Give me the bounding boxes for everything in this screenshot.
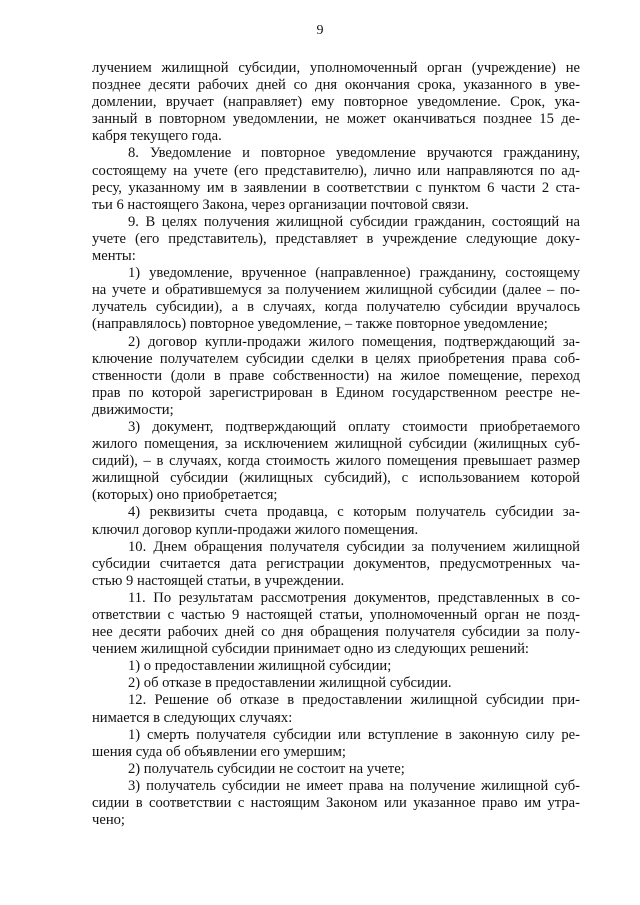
text-line: на учете и обратившемуся за получением жилищной субсидии (далее – по- [92, 282, 580, 299]
text-line: сидий), – в случаях, когда стоимость жилого помещения превышает размер [92, 453, 580, 470]
text-line: тьи 6 настоящего Закона, через организации почтовой связи. [92, 196, 469, 213]
text-line: (которых) оно приобретается; [92, 487, 278, 504]
text-line: 3) документ, подтверждающий оплату стоимости приобретаемого [128, 418, 580, 435]
text-line: 11. По результатам рассмотрения документов, представленных в со- [128, 589, 580, 606]
text-line: сидии в соответствии с настоящим Законом или указанное право им утра- [92, 795, 580, 812]
text-line: 3) получатель субсидии не имеет права на получение жилищной суб- [128, 777, 580, 794]
text-line: стью 9 настоящей статьи, в учреждении. [92, 572, 345, 589]
text-line: 1) уведомление, врученное (направленное) гражданину, состоящему [128, 265, 580, 282]
text-line: 1) смерть получателя субсидии или вступление в законную силу ре- [128, 726, 580, 743]
text-line: 1) о предоставлении жилищной субсидии; [128, 658, 392, 675]
text-line: шения суда об объявлении его умершим; [92, 743, 346, 760]
text-line: домлении, вручает (направляет) ему повторное уведомление. Срок, ука- [92, 94, 580, 111]
text-line: (направлялось) повторное уведомление, – также повторное уведомление; [92, 316, 548, 333]
text-line: 2) получатель субсидии не состоит на учете; [128, 760, 405, 777]
text-line: нимается в следующих случаях: [92, 709, 293, 726]
text-line: чением жилищной субсидии принимает одно из следующих решений: [92, 641, 529, 658]
page-number: 9 [316, 23, 324, 38]
text-line: прав по которой зарегистрирован в Едином государственном реестре не- [92, 384, 580, 401]
text-line: ответствии с частью 9 настоящей статьи, уполномоченный орган не позд- [92, 607, 580, 623]
text-line: ключил договор купли-продажи жилого помещения. [92, 521, 419, 538]
text-line: лучатель субсидии), а в случаях, когда получателю субсидии вручалось [92, 299, 580, 316]
text-line: 12. Решение об отказе в предоставлении жилищной субсидии при- [128, 692, 580, 709]
text-line: 4) реквизиты счета продавца, с которым получатель субсидии за- [128, 504, 580, 521]
text-line: 2) об отказе в предоставлении жилищной субсидии. [128, 675, 452, 692]
text-line: жилищной субсидии (жилищных субсидий), с использованием которой [92, 470, 580, 487]
text-line: менты: [92, 248, 136, 265]
text-line: нее десяти рабочих дней со дня обращения получателя субсидии за полу- [92, 624, 580, 641]
text-line: позднее десяти рабочих дней со дня окончания срока, указанного в уве- [92, 77, 580, 94]
text-line: ственности (доли в праве собственности) на жилое помещение, переход [92, 367, 580, 384]
text-line: занный в повторном уведомлении, не может оканчиваться позднее 15 де- [92, 111, 580, 128]
text-line: 8. Уведомление и повторное уведомление вручаются гражданину, [128, 145, 580, 162]
text-line: жилого помещения, за исключением жилищной субсидии (жилищных суб- [92, 436, 580, 453]
text-line: 10. Днем обращения получателя субсидии за получением жилищной [128, 538, 580, 555]
text-line: субсидии считается дата регистрации документов, предусмотренных ча- [92, 555, 580, 572]
text-line: движимости; [92, 401, 174, 418]
document-body [92, 60, 580, 829]
text-line: учете (его представитель), представляет в учреждение следующие доку- [92, 230, 580, 247]
text-line: ресу, указанному им в заявлении в соответствии с пунктом 6 части 2 ста- [92, 179, 580, 196]
text-line: 9. В целях получения жилищной субсидии гражданин, состоящий на [128, 213, 580, 230]
text-line: 2) договор купли-продажи жилого помещения, подтверждающий за- [128, 333, 580, 350]
text-line: ключение получателем субсидии сделки в целях приобретения права соб- [92, 350, 580, 367]
text-line: чено; [92, 812, 125, 829]
text-line: состоящему на учете (его представителю), лично или направляются по ад- [92, 162, 580, 179]
text-line: кабря текущего года. [92, 128, 222, 145]
text-line: лучением жилищной субсидии, уполномоченный орган (учреждение) не [92, 60, 580, 76]
